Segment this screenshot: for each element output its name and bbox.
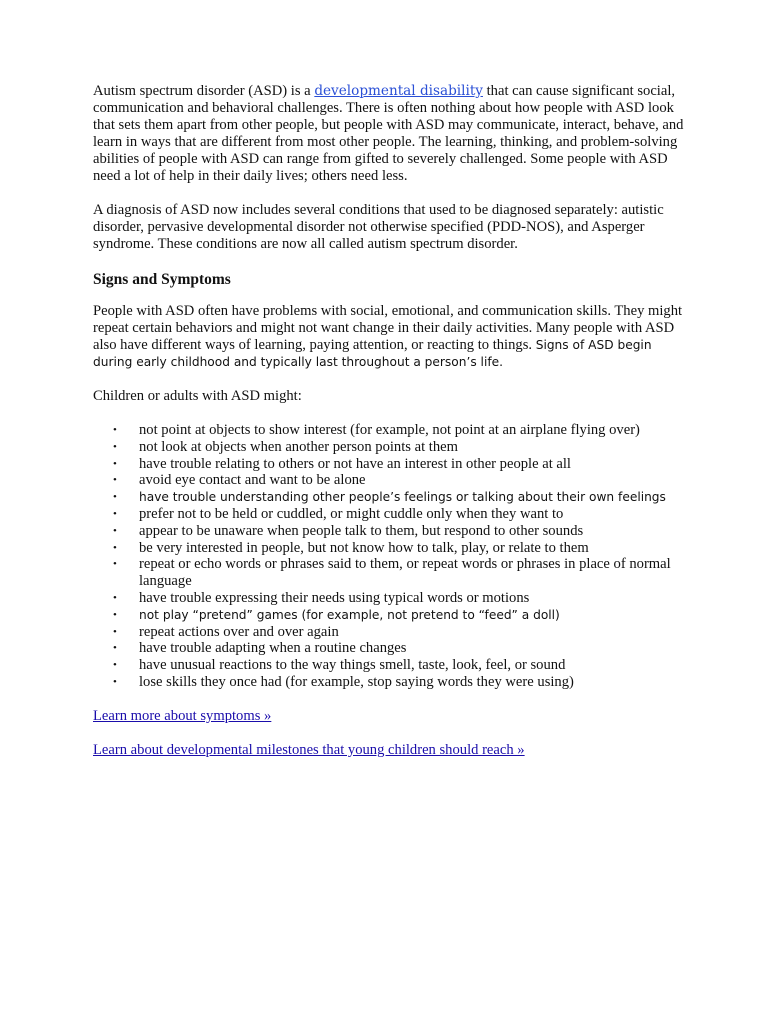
signs-text-tail: Signs of ASD begin during early childhood and typically last throughout a person’s life. <box>93 338 652 369</box>
intro-paragraph <box>93 83 693 185</box>
list-item-text: have trouble relating to others or not have an interest in other people at all <box>139 455 571 472</box>
list-item-text: repeat or echo words or phrases said to them, or repeat words or phrases in place of normal language <box>139 556 671 590</box>
list-item <box>93 506 693 523</box>
list-item-text: have trouble expressing their needs using typical words or motions <box>139 589 530 606</box>
list-item-text: repeat actions over and over again <box>139 623 339 640</box>
list-item-text: lose skills they once had (for example, stop saying words they were using) <box>139 673 574 690</box>
bullet-icon: • <box>113 591 117 604</box>
bullet-icon: • <box>113 424 117 436</box>
signs-text-main: People with ASD often have problems with social, emotional, and communication skills. They might repeat certain behaviors and might not want change in their daily activities. Many people with ASD also have different ways of learning, paying attention, or reacting to things. <box>93 303 683 353</box>
bullet-icon: • <box>113 491 117 504</box>
bullet-icon: • <box>113 541 117 554</box>
bullet-icon: • <box>113 558 117 571</box>
list-item <box>93 439 693 456</box>
list-item <box>93 422 693 439</box>
list-item-text: not play “pretend” games (for example, not pretend to “feed” a doll) <box>139 607 560 622</box>
bullet-icon: • <box>113 524 117 537</box>
milestones-link-paragraph <box>93 742 693 759</box>
list-lead: Children or adults with ASD might: <box>93 388 302 404</box>
list-item <box>93 640 693 657</box>
list-item-text: not point at objects to show interest (for example, not point at an airplane flying over) <box>139 422 640 438</box>
list-item <box>93 556 693 590</box>
list-item <box>93 540 693 557</box>
list-item <box>93 624 693 641</box>
list-item-text: avoid eye contact and want to be alone <box>139 472 366 489</box>
list-item <box>93 472 693 489</box>
list-item-text: have trouble understanding other people’s feelings or talking about their own feelings <box>139 490 666 505</box>
document-page <box>93 83 693 776</box>
diagnosis-paragraph: A diagnosis of ASD now includes several conditions that used to be diagnosed separately: autistic disorder, pervasive developmental disorder not otherwise specified (PDD-NOS), and Asperger syndrome. These conditions are now all called autism spectrum disorder. <box>93 202 664 252</box>
bullet-icon: • <box>113 457 117 470</box>
list-item-text: be very interested in people, but not know how to talk, play, or relate to them <box>139 539 589 556</box>
developmental-disability-link[interactable]: developmental disability <box>314 83 483 99</box>
bullet-icon: • <box>113 625 117 638</box>
list-item-text: appear to be unaware when people talk to them, but respond to other sounds <box>139 522 584 539</box>
symptoms-list <box>93 422 693 691</box>
list-item <box>93 590 693 607</box>
developmental-milestones-link[interactable]: Learn about developmental milestones that young children should reach » <box>93 741 525 758</box>
list-item-text: have trouble adapting when a routine changes <box>139 640 407 657</box>
list-item <box>93 607 693 624</box>
bullet-icon: • <box>113 440 117 453</box>
signs-paragraph <box>93 303 693 371</box>
symptoms-link-paragraph <box>93 708 693 725</box>
intro-text-start: Autism spectrum disorder (ASD) is a <box>93 83 315 99</box>
list-item <box>93 489 693 506</box>
learn-more-symptoms-link[interactable]: Learn more about symptoms » <box>93 707 272 724</box>
list-item-text: have unusual reactions to the way things smell, taste, look, feel, or sound <box>139 657 566 674</box>
bullet-icon: • <box>113 474 117 487</box>
list-item-text: not look at objects when another person points at them <box>139 438 458 455</box>
list-item <box>93 523 693 540</box>
list-item <box>93 674 693 691</box>
bullet-icon: • <box>113 675 117 688</box>
signs-heading: Signs and Symptoms <box>93 271 231 288</box>
list-item-text: prefer not to be held or cuddled, or might cuddle only when they want to <box>139 505 564 522</box>
bullet-icon: • <box>113 659 117 672</box>
list-item <box>93 657 693 674</box>
list-item <box>93 456 693 473</box>
bullet-icon: • <box>113 507 117 520</box>
bullet-icon: • <box>113 642 117 655</box>
bullet-icon: • <box>113 608 117 621</box>
intro-text-rest: that can cause significant social, communication and behavioral challenges. There is often nothing about how people with ASD look that sets them apart from other people, but people with ASD may communicate, interact, behave, and learn in ways that are different from most other people. The learning, thinking, and problem-solving abilities of people with ASD can range from gifted to severely challenged. Some people with ASD need a lot of help in their daily lives; others need less. <box>93 83 684 184</box>
